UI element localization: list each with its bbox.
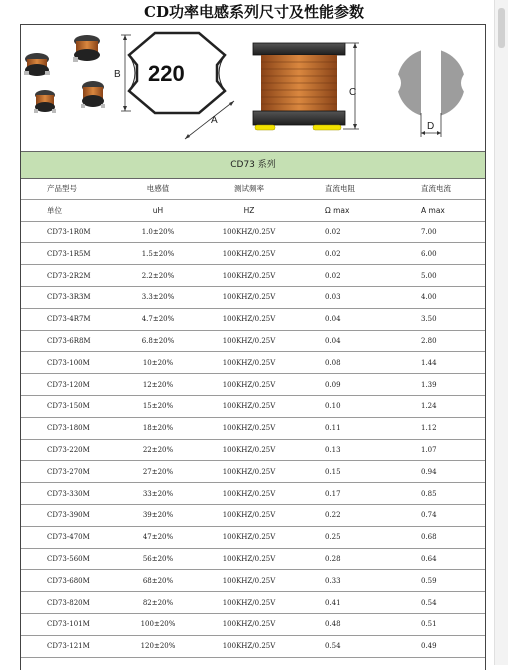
cell-dc-current: 3.50: [389, 308, 485, 330]
cell-test-frequency: 100KHZ/0.25V: [203, 265, 295, 287]
cell-inductance: 3.3±20%: [113, 286, 203, 308]
dimension-b-label: B: [114, 69, 121, 80]
cell-test-frequency: 100KHZ/0.25V: [203, 570, 295, 592]
table-row: [21, 483, 485, 505]
cell-test-frequency: 100KHZ/0.25V: [203, 526, 295, 548]
cell-inductance: 68±20%: [113, 570, 203, 592]
series-banner: CD73 系列: [21, 151, 485, 179]
header-cell-dc-resistance: 直流电阻: [295, 178, 389, 199]
spec-table: [21, 178, 485, 658]
cell-dc-resistance: 0.48: [295, 613, 389, 635]
cell-part-number: CD73-120M: [21, 374, 113, 396]
table-row: [21, 330, 485, 352]
table-row: [21, 417, 485, 439]
cell-inductance: 22±20%: [113, 439, 203, 461]
cell-dc-resistance: 0.28: [295, 548, 389, 570]
cell-test-frequency: 100KHZ/0.25V: [203, 635, 295, 657]
cell-test-frequency: 100KHZ/0.25V: [203, 483, 295, 505]
cell-part-number: CD73-270M: [21, 461, 113, 483]
cell-dc-current: 4.00: [389, 286, 485, 308]
cell-dc-resistance: 0.03: [295, 286, 389, 308]
cell-part-number: CD73-1R0M: [21, 221, 113, 243]
cell-dc-resistance: 0.08: [295, 352, 389, 374]
header-cell-inductance: 电感值: [113, 178, 203, 199]
cell-inductance: 1.0±20%: [113, 221, 203, 243]
cell-inductance: 56±20%: [113, 548, 203, 570]
cell-dc-current: 1.39: [389, 374, 485, 396]
cell-dc-current: 0.54: [389, 592, 485, 614]
cell-dc-resistance: 0.10: [295, 395, 389, 417]
cell-dc-current: 0.59: [389, 570, 485, 592]
cell-inductance: 15±20%: [113, 395, 203, 417]
cell-test-frequency: 100KHZ/0.25V: [203, 286, 295, 308]
cell-part-number: CD73-680M: [21, 570, 113, 592]
cell-part-number: CD73-330M: [21, 483, 113, 505]
cell-test-frequency: 100KHZ/0.25V: [203, 417, 295, 439]
cell-inductance: 39±20%: [113, 504, 203, 526]
cell-inductance: 33±20%: [113, 483, 203, 505]
header-cell-dc-current: A max: [389, 199, 485, 221]
cell-dc-resistance: 0.17: [295, 483, 389, 505]
cell-dc-resistance: 0.54: [295, 635, 389, 657]
table-row: [21, 265, 485, 287]
cell-part-number: CD73-121M: [21, 635, 113, 657]
table-row: [21, 570, 485, 592]
table-row: [21, 526, 485, 548]
cell-inductance: 2.2±20%: [113, 265, 203, 287]
cell-dc-current: 1.44: [389, 352, 485, 374]
cell-dc-resistance: 0.13: [295, 439, 389, 461]
cell-part-number: CD73-6R8M: [21, 330, 113, 352]
dimension-c-label: C: [349, 87, 357, 98]
table-row: [21, 243, 485, 265]
cell-dc-resistance: 0.02: [295, 243, 389, 265]
table-unit-row: [21, 199, 485, 221]
cell-part-number: CD73-180M: [21, 417, 113, 439]
product-photo-4: [81, 81, 105, 108]
cell-inductance: 12±20%: [113, 374, 203, 396]
header-cell-test-frequency: HZ: [203, 199, 295, 221]
cell-dc-resistance: 0.25: [295, 526, 389, 548]
cell-part-number: CD73-390M: [21, 504, 113, 526]
table-row: [21, 461, 485, 483]
cell-test-frequency: 100KHZ/0.25V: [203, 374, 295, 396]
cell-dc-current: 7.00: [389, 221, 485, 243]
cell-inductance: 1.5±20%: [113, 243, 203, 265]
cell-dc-current: 1.12: [389, 417, 485, 439]
cell-dc-current: 0.94: [389, 461, 485, 483]
header-cell-dc-resistance: Ω max: [295, 199, 389, 221]
product-photo-2: [73, 35, 100, 62]
inductor-drawings: [21, 25, 485, 151]
cell-dc-resistance: 0.02: [295, 221, 389, 243]
cell-dc-current: 1.07: [389, 439, 485, 461]
spec-sheet: [20, 24, 486, 670]
cell-inductance: 27±20%: [113, 461, 203, 483]
scrollbar-thumb[interactable]: [498, 8, 505, 48]
cell-part-number: CD73-2R2M: [21, 265, 113, 287]
table-header-row: [21, 178, 485, 199]
dimension-figure: [21, 25, 485, 151]
product-photo-1: [24, 53, 50, 76]
cell-part-number: CD73-470M: [21, 526, 113, 548]
cell-test-frequency: 100KHZ/0.25V: [203, 352, 295, 374]
cell-dc-resistance: 0.11: [295, 417, 389, 439]
cell-dc-resistance: 0.33: [295, 570, 389, 592]
cell-dc-resistance: 0.22: [295, 504, 389, 526]
cell-test-frequency: 100KHZ/0.25V: [203, 221, 295, 243]
table-row: [21, 548, 485, 570]
cell-inductance: 100±20%: [113, 613, 203, 635]
cell-part-number: CD73-4R7M: [21, 308, 113, 330]
cell-inductance: 6.8±20%: [113, 330, 203, 352]
cell-test-frequency: 100KHZ/0.25V: [203, 613, 295, 635]
table-row: [21, 352, 485, 374]
cell-inductance: 10±20%: [113, 352, 203, 374]
cell-part-number: CD73-101M: [21, 613, 113, 635]
cell-part-number: CD73-820M: [21, 592, 113, 614]
cell-inductance: 4.7±20%: [113, 308, 203, 330]
cell-dc-current: 0.49: [389, 635, 485, 657]
cell-dc-current: 2.80: [389, 330, 485, 352]
table-row: [21, 286, 485, 308]
table-row: [21, 504, 485, 526]
cell-test-frequency: 100KHZ/0.25V: [203, 461, 295, 483]
cell-test-frequency: 100KHZ/0.25V: [203, 504, 295, 526]
header-cell-test-frequency: 测试频率: [203, 178, 295, 199]
cell-test-frequency: 100KHZ/0.25V: [203, 243, 295, 265]
table-row: [21, 439, 485, 461]
cell-part-number: CD73-150M: [21, 395, 113, 417]
header-cell-part-number: 产品型号: [21, 178, 113, 199]
cell-part-number: CD73-3R3M: [21, 286, 113, 308]
cell-dc-resistance: 0.04: [295, 308, 389, 330]
cell-dc-resistance: 0.04: [295, 330, 389, 352]
cell-dc-current: 0.74: [389, 504, 485, 526]
cell-dc-resistance: 0.15: [295, 461, 389, 483]
table-row: [21, 635, 485, 657]
page-title: CD功率电感系列尺寸及性能参数: [144, 3, 364, 21]
cell-dc-current: 5.00: [389, 265, 485, 287]
cell-dc-current: 1.24: [389, 395, 485, 417]
side-view-drawing: [253, 43, 359, 130]
cell-dc-current: 0.64: [389, 548, 485, 570]
dimension-a-label: A: [211, 115, 218, 126]
header-cell-part-number: 单位: [21, 199, 113, 221]
table-row: [21, 221, 485, 243]
part-marking: 220: [148, 61, 185, 86]
header-cell-dc-current: 直流电流: [389, 178, 485, 199]
cell-test-frequency: 100KHZ/0.25V: [203, 330, 295, 352]
cell-inductance: 82±20%: [113, 592, 203, 614]
cell-dc-current: 0.68: [389, 526, 485, 548]
cell-part-number: CD73-560M: [21, 548, 113, 570]
cell-dc-resistance: 0.02: [295, 265, 389, 287]
header-cell-inductance: uH: [113, 199, 203, 221]
cell-dc-resistance: 0.41: [295, 592, 389, 614]
table-row: [21, 613, 485, 635]
cell-part-number: CD73-220M: [21, 439, 113, 461]
cell-dc-current: 0.85: [389, 483, 485, 505]
cell-inductance: 120±20%: [113, 635, 203, 657]
cell-part-number: CD73-100M: [21, 352, 113, 374]
cell-part-number: CD73-1R5M: [21, 243, 113, 265]
cell-dc-current: 6.00: [389, 243, 485, 265]
cell-dc-current: 0.51: [389, 613, 485, 635]
cell-test-frequency: 100KHZ/0.25V: [203, 308, 295, 330]
table-row: [21, 592, 485, 614]
cell-test-frequency: 100KHZ/0.25V: [203, 395, 295, 417]
cell-test-frequency: 100KHZ/0.25V: [203, 592, 295, 614]
cell-dc-resistance: 0.09: [295, 374, 389, 396]
dimension-d-label: D: [427, 121, 435, 132]
table-row: [21, 395, 485, 417]
cell-test-frequency: 100KHZ/0.25V: [203, 548, 295, 570]
cell-test-frequency: 100KHZ/0.25V: [203, 439, 295, 461]
table-row: [21, 308, 485, 330]
cell-inductance: 18±20%: [113, 417, 203, 439]
table-row: [21, 374, 485, 396]
cell-inductance: 47±20%: [113, 526, 203, 548]
vertical-scrollbar[interactable]: [494, 0, 508, 665]
product-photo-3: [34, 90, 56, 113]
